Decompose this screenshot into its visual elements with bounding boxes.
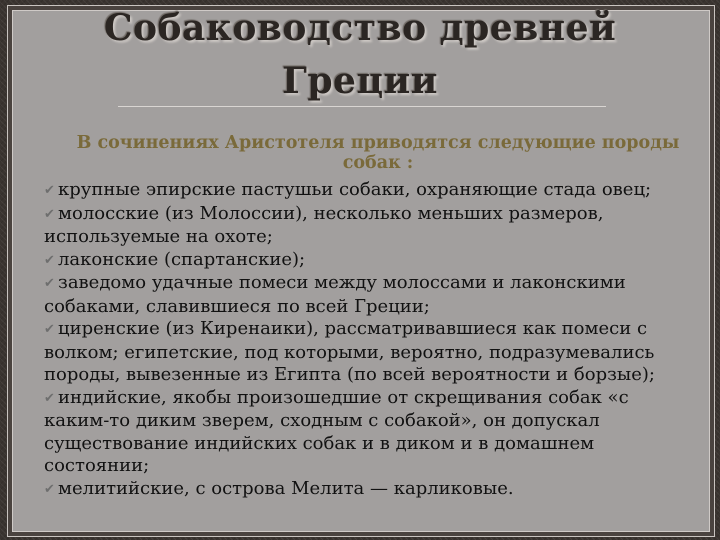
list-item-line — [44, 296, 712, 319]
list-item-text: циренские (из Киренаики), рассматривавшиеся как помеси с — [58, 318, 648, 339]
list-item-text: используемые на охоте; — [44, 226, 273, 247]
list-item-line — [44, 410, 712, 433]
list-item-line — [44, 318, 712, 342]
checkmark-icon: ✔ — [44, 206, 55, 222]
list-item-line — [44, 455, 712, 478]
list-item — [44, 478, 712, 502]
title-line-2: Греции — [282, 60, 438, 102]
title-divider — [118, 106, 606, 107]
checkmark-icon: ✔ — [44, 183, 55, 198]
checkmark-icon: ✔ — [44, 390, 55, 406]
list-item-text: крупные эпирские пастушьи собаки, охраняющие стада овец; — [58, 179, 652, 200]
list-item-text: лаконские (спартанские); — [58, 248, 306, 270]
list-item-line — [44, 387, 712, 411]
list-item-text: мелитийские, с острова Мелита — карликовые. — [58, 477, 514, 499]
list-item — [44, 203, 712, 249]
list-item-text: существование индийских собак и в диком и в домашнем — [44, 432, 595, 454]
intro-line-1: В сочинениях Аристотеля приводятся следующие породы — [76, 133, 680, 153]
list-item-text: индийские, якобы произошедшие от скрещивания собак «с — [58, 386, 629, 408]
breed-list — [44, 179, 712, 501]
intro-text — [44, 133, 712, 173]
list-item-text: волком; египетские, под которыми, вероятно, подразумевались — [44, 341, 655, 363]
intro-line-2: собак : — [342, 153, 414, 173]
list-item-line — [44, 249, 712, 273]
list-item — [44, 249, 712, 273]
list-item-line — [44, 433, 712, 456]
list-item-text: состоянии; — [44, 455, 150, 476]
list-item-text: молосские (из Молоссии), несколько меньших размеров, — [58, 202, 604, 224]
list-item — [44, 272, 712, 318]
slide-title — [0, 2, 720, 108]
list-item-line — [44, 203, 712, 227]
list-item — [44, 387, 712, 478]
list-item-line — [44, 226, 712, 249]
list-item-line — [44, 272, 712, 296]
list-item-line — [44, 179, 712, 203]
list-item-line — [44, 364, 712, 387]
list-item-text: каким-то диким зверем, сходным с собакой», он допускал — [44, 410, 600, 431]
checkmark-icon: ✔ — [44, 322, 55, 337]
checkmark-icon: ✔ — [44, 481, 55, 497]
list-item-line — [44, 342, 712, 365]
list-item — [44, 318, 712, 387]
list-item-text: заведомо удачные помеси между молоссами и лаконскими — [58, 272, 626, 293]
list-item — [44, 179, 712, 203]
list-item-text: собаками, славившиеся по всей Греции; — [44, 295, 430, 317]
checkmark-icon: ✔ — [44, 276, 55, 291]
list-item-line — [44, 478, 712, 502]
checkmark-icon: ✔ — [44, 252, 55, 268]
list-item-text: породы, вывезенные из Египта (по всей вероятности и борзые); — [44, 364, 655, 385]
title-line-1: Собаководство древней — [103, 7, 617, 49]
